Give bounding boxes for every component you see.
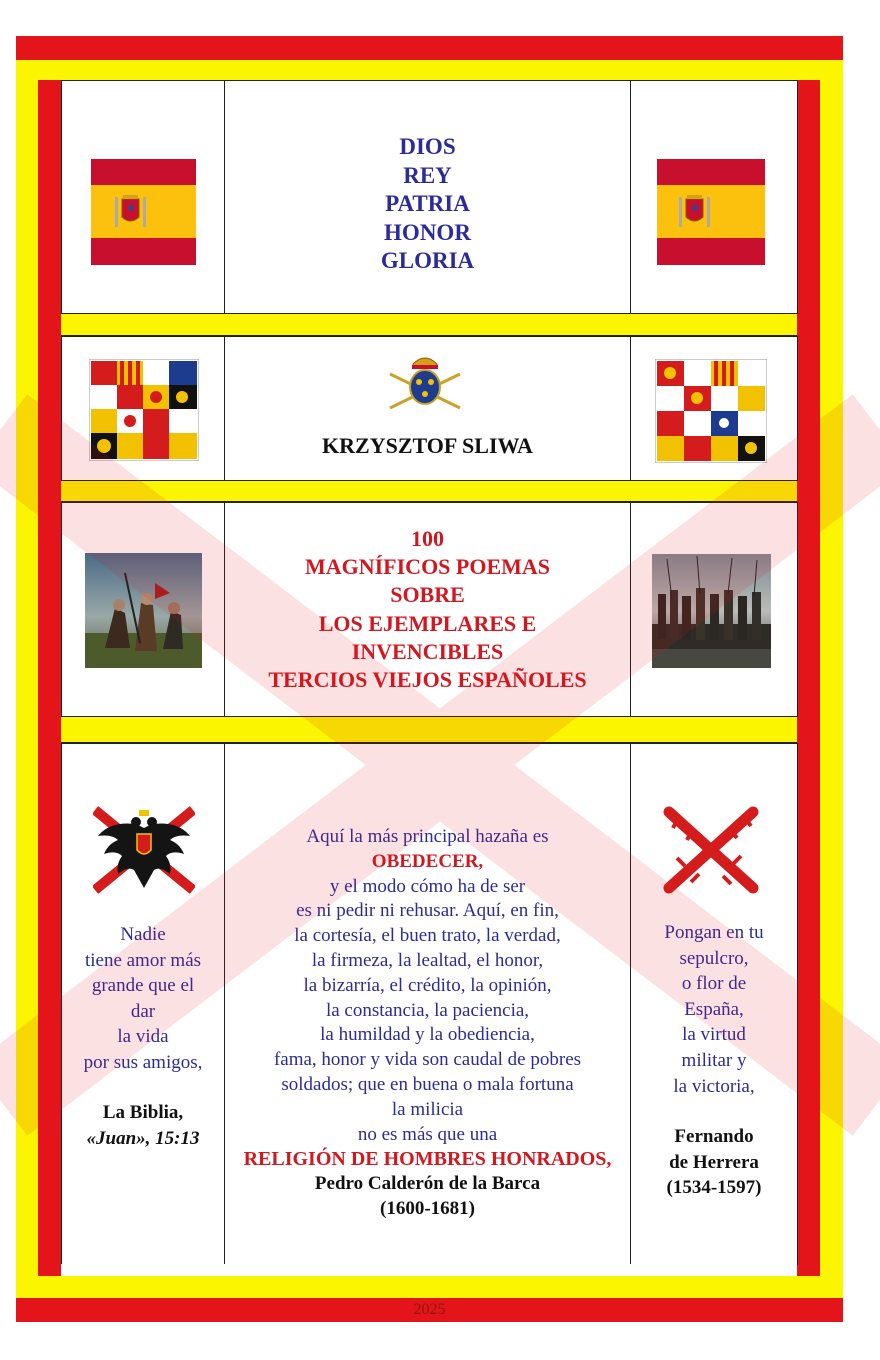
title-line: LOS EJEMPLARES E bbox=[318, 610, 537, 636]
row-separator-3 bbox=[61, 716, 797, 743]
spain-flag-icon bbox=[657, 159, 765, 265]
quote-reference: «Juan», 15:13 bbox=[86, 1127, 200, 1149]
infantry-emblem-icon bbox=[385, 352, 465, 414]
row2-center-cell bbox=[224, 336, 631, 481]
frame-red-top bbox=[16, 36, 843, 60]
quote-line: fama, honor y vida son caudal de pobres bbox=[273, 1049, 582, 1071]
frame-yellow-left bbox=[16, 80, 38, 1276]
quote-line: grande que el bbox=[91, 975, 195, 997]
row3-center-cell bbox=[224, 502, 631, 717]
frame-yellow-bottom bbox=[16, 1276, 843, 1298]
quote-line: Pongan en tu bbox=[664, 922, 764, 943]
motto-word: PATRIA bbox=[385, 191, 470, 216]
left-quote-text bbox=[62, 922, 224, 1076]
row4-right-cell bbox=[630, 743, 798, 1265]
quote-emphasis: RELIGIÓN DE HOMBRES HONRADOS, bbox=[243, 1148, 612, 1171]
spain-flag-icon bbox=[91, 159, 196, 265]
publication-year: 2025 bbox=[413, 1301, 446, 1318]
center-quote bbox=[225, 825, 630, 1222]
row2-right-cell bbox=[630, 336, 798, 481]
motto-block bbox=[225, 133, 630, 276]
frame-red-right bbox=[797, 80, 820, 1276]
quote-line: dar bbox=[130, 1000, 156, 1022]
motto-word: HONOR bbox=[384, 219, 471, 245]
habsburg-arms-icon bbox=[89, 359, 199, 461]
author-name: KRZYSZTOF SLIWA bbox=[322, 433, 533, 458]
frame-yellow-top bbox=[16, 60, 843, 80]
quote-line: la victoria, bbox=[673, 1075, 755, 1097]
quote-line: la constancia, la paciencia, bbox=[325, 999, 530, 1021]
quote-emphasis: OBEDECER, bbox=[371, 850, 484, 872]
charles-v-arms-icon bbox=[655, 359, 767, 463]
title-line: TERCIOS VIEJOS ESPAÑOLES bbox=[268, 667, 587, 693]
row3-left-cell bbox=[61, 502, 225, 717]
quote-line: o flor de bbox=[681, 973, 747, 995]
burgundy-cross-icon bbox=[663, 806, 759, 894]
row2-left-cell bbox=[61, 336, 225, 481]
quote-line: militar y bbox=[681, 1049, 747, 1071]
quote-line: la vida bbox=[117, 1026, 169, 1048]
quote-line: Aquí la más principal hazaña es bbox=[306, 826, 549, 847]
row4-center-cell bbox=[224, 743, 631, 1265]
motto-word: DIOS bbox=[399, 134, 456, 159]
quote-author: Pedro Calderón de la Barca bbox=[314, 1173, 541, 1195]
quote-line: tiene amor más bbox=[84, 949, 202, 971]
quote-author: Fernando bbox=[674, 1126, 754, 1147]
title-line: SOBRE bbox=[390, 582, 465, 608]
quote-line: sepulcro, bbox=[679, 947, 749, 969]
row4-bottom-strip bbox=[61, 1264, 797, 1276]
quote-years: (1534-1597) bbox=[666, 1177, 762, 1199]
row1-right-cell bbox=[630, 80, 798, 314]
quote-source: La Biblia, bbox=[102, 1102, 184, 1123]
quote-line: la bizarría, el crédito, la opinión, bbox=[303, 974, 552, 996]
quote-line: la firmeza, la lealtad, el honor, bbox=[311, 949, 544, 971]
motto-word: GLORIA bbox=[380, 248, 475, 273]
quote-line: por sus amigos, bbox=[83, 1051, 203, 1073]
row3-right-cell bbox=[630, 502, 798, 717]
row-separator-1 bbox=[61, 313, 797, 336]
quote-line: Nadie bbox=[120, 924, 166, 945]
frame-yellow-right bbox=[820, 80, 843, 1276]
quote-line: España, bbox=[684, 998, 744, 1020]
right-quote-source bbox=[631, 1124, 797, 1201]
double-headed-eagle-icon bbox=[93, 806, 195, 894]
quote-author: de Herrera bbox=[669, 1151, 759, 1173]
title-line: MAGNÍFICOS POEMAS bbox=[304, 554, 551, 580]
quote-line: la cortesía, el buen trato, la verdad, bbox=[294, 925, 561, 947]
title-line: 100 bbox=[411, 526, 444, 551]
row1-left-cell bbox=[61, 80, 225, 314]
row1-center-cell bbox=[224, 80, 631, 314]
quote-line: y el modo cómo ha de ser bbox=[329, 875, 526, 897]
quote-line: la virtud bbox=[682, 1024, 746, 1046]
row-separator-2 bbox=[61, 480, 797, 502]
battle-painting-image bbox=[85, 553, 202, 668]
quote-line: la milicia bbox=[391, 1098, 464, 1120]
tercio-painting-image bbox=[652, 554, 771, 668]
motto-word: REY bbox=[403, 162, 452, 188]
book-title bbox=[225, 525, 630, 694]
quote-line: es ni pedir ni rehusar. Aquí, en fin, bbox=[296, 900, 559, 922]
frame-red-left bbox=[38, 80, 61, 1276]
row4-left-cell bbox=[61, 743, 225, 1265]
quote-line: soldados; que en buena o mala fortuna bbox=[281, 1073, 574, 1095]
left-quote-source bbox=[62, 1100, 224, 1151]
quote-line: la humildad y la obediencia, bbox=[320, 1024, 535, 1046]
title-line: INVENCIBLES bbox=[351, 638, 504, 664]
right-quote-text bbox=[631, 920, 797, 1099]
quote-years: (1600-1681) bbox=[380, 1197, 475, 1219]
quote-line: no es más que una bbox=[357, 1123, 498, 1145]
